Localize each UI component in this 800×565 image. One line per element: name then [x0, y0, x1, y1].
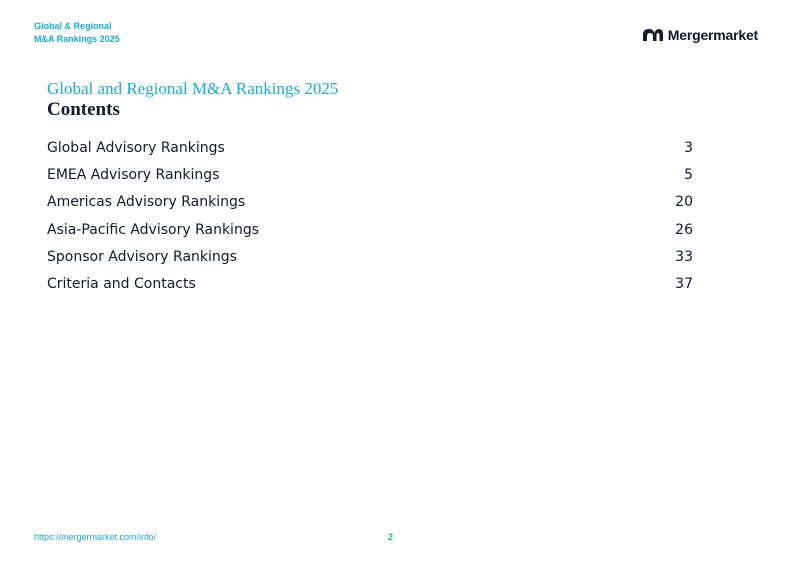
toc-entry-page: 5 [684, 167, 693, 184]
toc-entry-asia-pacific[interactable] [47, 222, 693, 249]
contents-heading: Contents [47, 99, 120, 120]
toc-entry-page: 26 [675, 221, 693, 238]
report-header-line-2: M&A Rankings 2025 [34, 34, 120, 44]
toc-entry-sponsor[interactable] [47, 249, 693, 276]
toc-entry-label: Americas Advisory Rankings [47, 194, 246, 211]
toc-entry-americas[interactable] [47, 194, 693, 221]
toc-entry-label: Asia-Pacific Advisory Rankings [47, 221, 260, 238]
report-header-line-1: Global & Regional [34, 21, 112, 31]
page-number: 2 [388, 532, 394, 542]
mergermarket-logo[interactable] [642, 27, 758, 43]
toc-entry-page: 33 [675, 248, 693, 265]
toc-entry-page: 3 [684, 140, 693, 156]
toc-entry-global[interactable] [47, 140, 693, 167]
toc-entry-emea[interactable] [47, 167, 693, 194]
toc-entry-label: EMEA Advisory Rankings [47, 167, 220, 184]
toc-entry-label: Criteria and Contacts [47, 275, 196, 292]
table-of-contents [47, 140, 693, 303]
toc-entry-label: Global Advisory Rankings [47, 140, 225, 156]
report-header-title [34, 20, 120, 46]
mergermarket-logo-icon [642, 28, 664, 42]
toc-entry-page: 37 [675, 275, 693, 292]
toc-entry-page: 20 [675, 194, 693, 211]
toc-entry-criteria-contacts[interactable] [47, 276, 693, 303]
footer-link[interactable]: https://mergermarket.com/info/ [34, 532, 157, 542]
toc-entry-label: Sponsor Advisory Rankings [47, 248, 237, 265]
logo-text: Mergermarket [667, 27, 758, 43]
page-title: Global and Regional M&A Rankings 2025 [47, 79, 339, 98]
